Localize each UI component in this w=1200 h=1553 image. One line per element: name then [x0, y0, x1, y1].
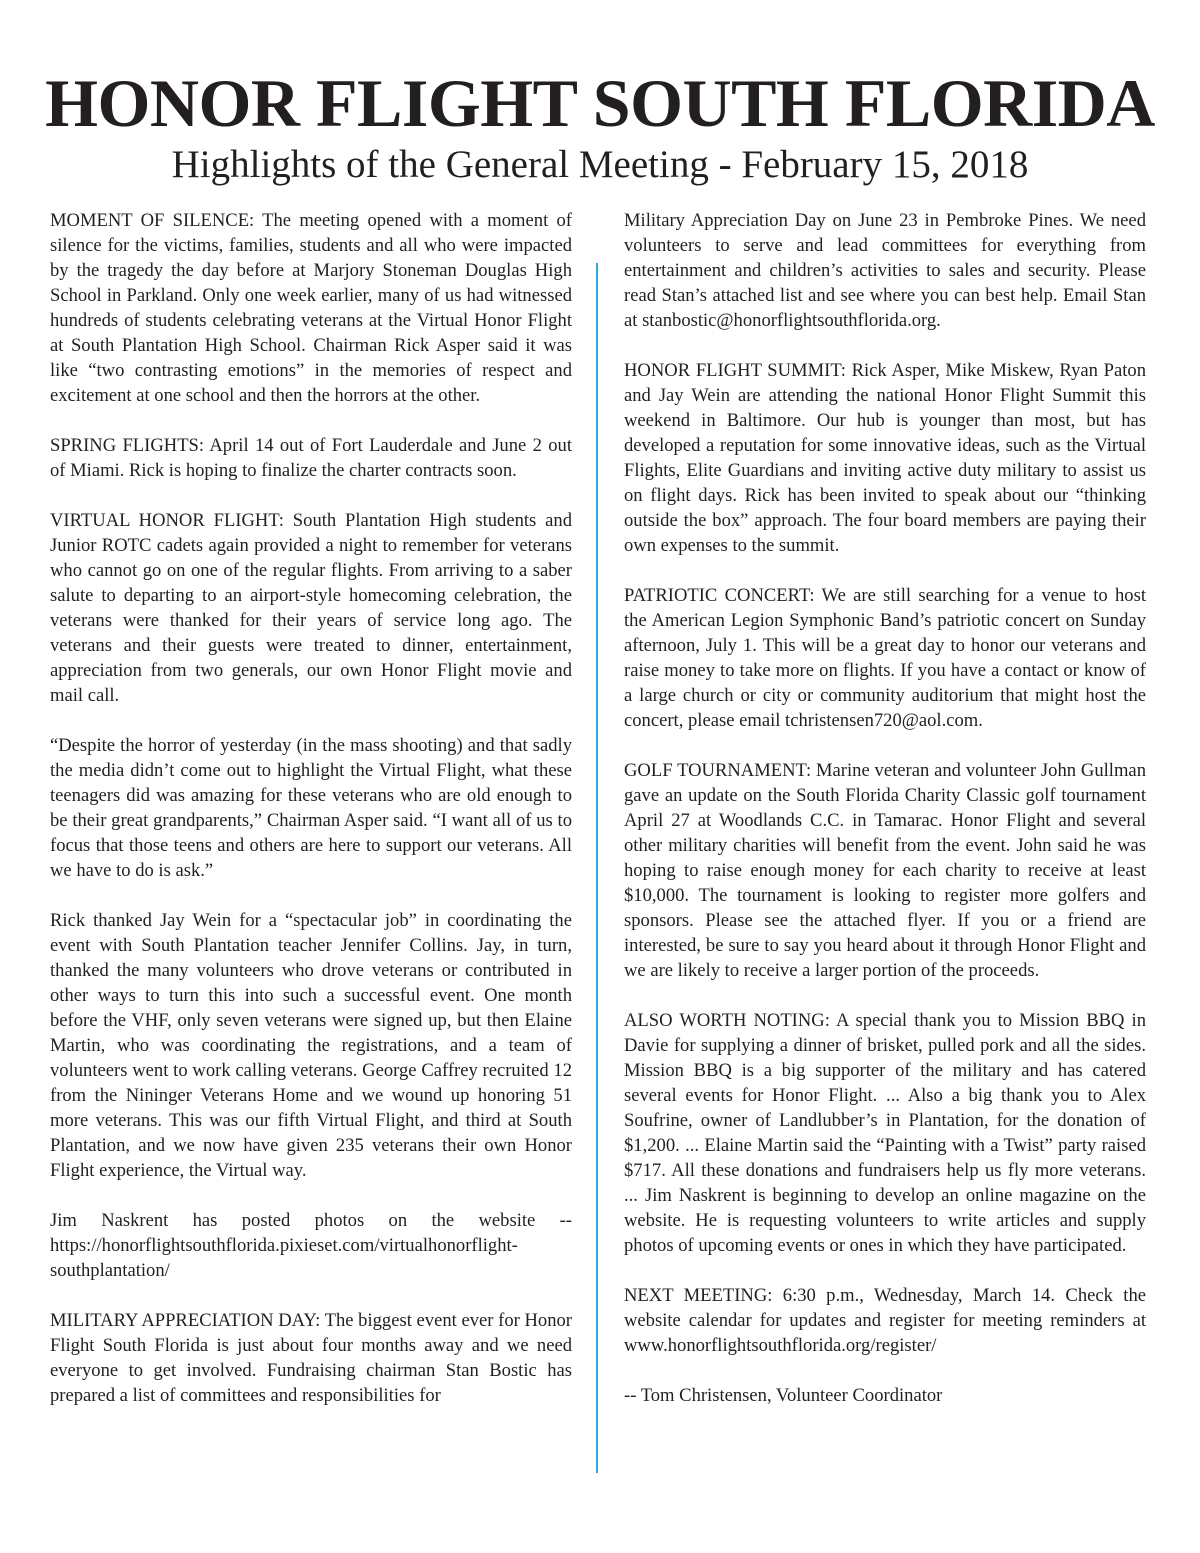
- paragraph-also-worth-noting: ALSO WORTH NOTING: A special thank you to Mission BBQ in Davie for supplying a dinner of brisket, pulled pork and all the sides. Mission BBQ is a big supporter of the military and has catered several events for Honor Flight. ... Also a big thank you to Alex Soufrine, owner of Landlubber’s in Plantation, for the donation of $1,200. ... Elaine Martin said the “Painting with a Twist” party raised $717. All these donations and fundraisers help us fly more veterans. ... Jim Naskrent is beginning to develop an online magazine on the website. He is requesting volunteers to write articles and supply photos of upcoming events or ones in which they have participated.: [624, 1010, 1146, 1256]
- paragraph-military-appreciation-continued: Military Appreciation Day on June 23 in Pembroke Pines. We need volunteers to serve and lead committees for everything from entertainment and children’s activities to sales and security. Please read Stan’s attached list and see where you can best help. Email Stan at stanbostic@honorflightsouthflorida.org.: [624, 210, 1146, 331]
- page-title: HONOR FLIGHT SOUTH FLORIDA: [45, 65, 1155, 141]
- paragraph-honor-flight-summit: HONOR FLIGHT SUMMIT: Rick Asper, Mike Miskew, Ryan Paton and Jay Wein are attending the national Honor Flight Summit this weekend in Baltimore. Our hub is younger than most, but has developed a reputation for some innovative ideas, such as the Virtual Flights, Elite Guardians and inviting active duty military to assist us on flight days. Rick has been invited to speak about our “thinking outside the box” approach. The four board members are paying their own expenses to the summit.: [624, 360, 1146, 556]
- paragraph-photos-website: Jim Naskrent has posted photos on the website -- https://honorflightsouthflorida.pixieset.com/virtualhonorflight-southplantation/: [50, 1210, 572, 1281]
- paragraph-virtual-honor-flight: VIRTUAL HONOR FLIGHT: South Plantation High students and Junior ROTC cadets again provided a night to remember for veterans who cannot go on one of the regular flights. From arriving to a saber salute to departing to an airport-style homecoming celebration, the veterans were thanked for their years of service long ago. The veterans and their guests were treated to dinner, entertainment, appreciation from two generals, our own Honor Flight movie and mail call.: [50, 510, 572, 706]
- page-subtitle: Highlights of the General Meeting - February 15, 2018: [171, 143, 1029, 186]
- right-column: [624, 208, 1146, 1433]
- paragraph-golf-tournament: GOLF TOURNAMENT: Marine veteran and volunteer John Gullman gave an update on the South Florida Charity Classic golf tournament April 27 at Woodlands C.C. in Tamarac. Honor Flight and several other military charities will benefit from the event. John said he was hoping to raise enough money for each charity to receive at least $10,000. The tournament is looking to register more golfers and sponsors. Please see the attached flyer. If you or a friend are interested, be sure to say you heard about it through Honor Flight and we are likely to receive a larger portion of the proceeds.: [624, 760, 1146, 981]
- paragraph-patriotic-concert: PATRIOTIC CONCERT: We are still searching for a venue to host the American Legion Symphonic Band’s patriotic concert on Sunday afternoon, July 1. This will be a great day to honor our veterans and raise money to take more on flights. If you have a contact or know of a large church or city or community auditorium that might host the concert, please email tchristensen720@aol.com.: [624, 585, 1146, 731]
- column-divider: [596, 263, 598, 1473]
- paragraph-chairman-quote: “Despite the horror of yesterday (in the mass shooting) and that sadly the media didn’t come out to highlight the Virtual Flight, what these teenagers did was amazing for these veterans who are old enough to be their great grandparents,” Chairman Asper said. “I want all of us to focus that those teens and others are here to support our veterans. All we have to do is ask.”: [50, 735, 572, 881]
- paragraph-military-appreciation-day: MILITARY APPRECIATION DAY: The biggest event ever for Honor Flight South Florida is just about four months away and we need everyone to get involved. Fundraising chairman Stan Bostic has prepared a list of committees and responsibilities for: [50, 1310, 572, 1406]
- left-column: [50, 208, 572, 1433]
- paragraph-volunteer-thanks: Rick thanked Jay Wein for a “spectacular job” in coordinating the event with South Plantation teacher Jennifer Collins. Jay, in turn, thanked the many volunteers who drove veterans or contributed in other ways to turn this into such a successful event. One month before the VHF, only seven veterans were signed up, but then Elaine Martin, who was coordinating the registrations, and a team of volunteers went to work calling veterans. George Caffrey recruited 12 from the Nininger Veterans Home and we wound up honoring 51 more veterans. This was our fifth Virtual Flight, and third at South Plantation, and we now have given 235 veterans their own Honor Flight experience, the Virtual way.: [50, 910, 572, 1181]
- paragraph-moment-of-silence: MOMENT OF SILENCE: The meeting opened with a moment of silence for the victims, families, students and all who were impacted by the tragedy the day before at Marjory Stoneman Douglas High School in Parkland. Only one week earlier, many of us had witnessed hundreds of students celebrating veterans at the Virtual Honor Flight at South Plantation High School. Chairman Rick Asper said it was like “two contrasting emotions” in the memories of respect and excitement at one school and then the horrors at the other.: [50, 210, 572, 406]
- paragraph-spring-flights: SPRING FLIGHTS: April 14 out of Fort Lauderdale and June 2 out of Miami. Rick is hoping to finalize the charter contracts soon.: [50, 435, 572, 481]
- signature-line: -- Tom Christensen, Volunteer Coordinator: [624, 1385, 943, 1406]
- paragraph-next-meeting: NEXT MEETING: 6:30 p.m., Wednesday, March 14. Check the website calendar for updates and register for meeting reminders at www.honorflightsouthflorida.org/register/: [624, 1285, 1146, 1356]
